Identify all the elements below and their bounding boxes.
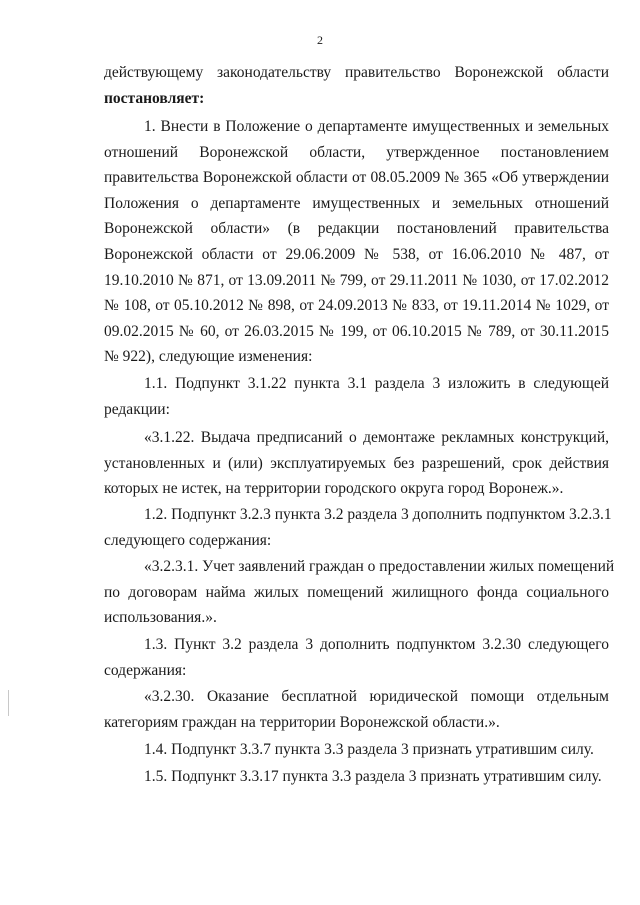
paragraph-line: 1. Внести в Положение о департаменте имущественных и земельных	[144, 118, 609, 135]
paragraph-1-5	[104, 764, 609, 790]
paragraph-1-3	[104, 632, 609, 683]
quote-3-1-22	[104, 425, 609, 502]
paragraph-1-4	[104, 737, 609, 763]
quote-line: «3.1.22. Выдача предписаний о демонтаже рекламных конструкций,	[144, 429, 609, 446]
paragraph-line: № 922), следующие изменения:	[104, 348, 313, 366]
paragraph-line: следующего содержания:	[104, 531, 272, 549]
quote-line: установленных и (или) эксплуатируемых без разрешений, срок действия	[104, 454, 609, 472]
paragraph-line: содержания:	[104, 661, 187, 679]
quote-line: использования.».	[104, 609, 217, 627]
paragraph-line: правительства Воронежской области от 08.05.2009 № 365 «Об утверждении	[104, 169, 609, 187]
paragraph-line: Воронежской области» (в редакции постановлений правительства	[104, 220, 609, 238]
paragraph-line: 1.1. Подпункт 3.1.22 пункта 3.1 раздела 3 изложить в следующей	[144, 375, 609, 392]
quote-line: категориям граждан на территории Воронежской области.».	[104, 713, 500, 731]
quote-line: которых не истек, на территории городского округа город Воронеж.».	[104, 480, 564, 498]
paragraph-line: 1.3. Пункт 3.2 раздела 3 дополнить подпунктом 3.2.30 следующего	[144, 636, 609, 653]
paragraph-line: Положения о департаменте имущественных и земельных отношений	[104, 194, 609, 212]
quote-line: «3.2.3.1. Учет заявлений граждан о предоставлении жилых помещений	[144, 558, 615, 575]
paragraph-line: 1.2. Подпункт 3.2.3 пункта 3.2 раздела 3 дополнить подпунктом 3.2.3.1	[144, 506, 612, 523]
paragraph-line: 1.5. Подпункт 3.3.17 пункта 3.3 раздела 3 признать утратившим силу.	[144, 768, 602, 785]
paragraph-line: № 108, от 05.10.2012 № 898, от 24.09.2013 № 833, от 19.11.2014 № 1029, от	[104, 297, 609, 315]
page-number: 2	[317, 33, 323, 47]
quote-line: «3.2.30. Оказание бесплатной юридической помощи отдельным	[144, 688, 609, 705]
quote-3-2-3-1	[104, 554, 615, 631]
scan-edge-mark	[8, 690, 9, 716]
paragraph-line: 19.10.2010 № 871, от 13.09.2011 № 799, от 29.11.2011 № 1030, от 17.02.2012	[104, 271, 609, 289]
quote-line: по договорам найма жилых помещений жилищного фонда социального	[104, 583, 609, 601]
paragraph-line: отношений Воронежской области, утвержденное постановлением	[104, 143, 609, 161]
decree-word: постановляет:	[104, 89, 205, 107]
paragraph-line: Воронежской области от 29.06.2009 № 538, от 16.06.2010 № 487, от	[104, 245, 609, 263]
intro-paragraph	[104, 60, 609, 111]
paragraph-line: редакции:	[104, 400, 170, 418]
paragraph-1-2	[104, 502, 612, 553]
paragraph-line: 1.4. Подпункт 3.3.7 пункта 3.3 раздела 3 признать утратившим силу.	[144, 741, 594, 758]
quote-3-2-30	[104, 684, 609, 735]
intro-line: действующему законодательству правительство Воронежской области	[104, 64, 609, 81]
paragraph-line: 09.02.2015 № 60, от 26.03.2015 № 199, от 06.10.2015 № 789, от 30.11.2015	[104, 322, 609, 340]
paragraph-1-1	[104, 371, 609, 422]
paragraph-1	[104, 114, 609, 370]
